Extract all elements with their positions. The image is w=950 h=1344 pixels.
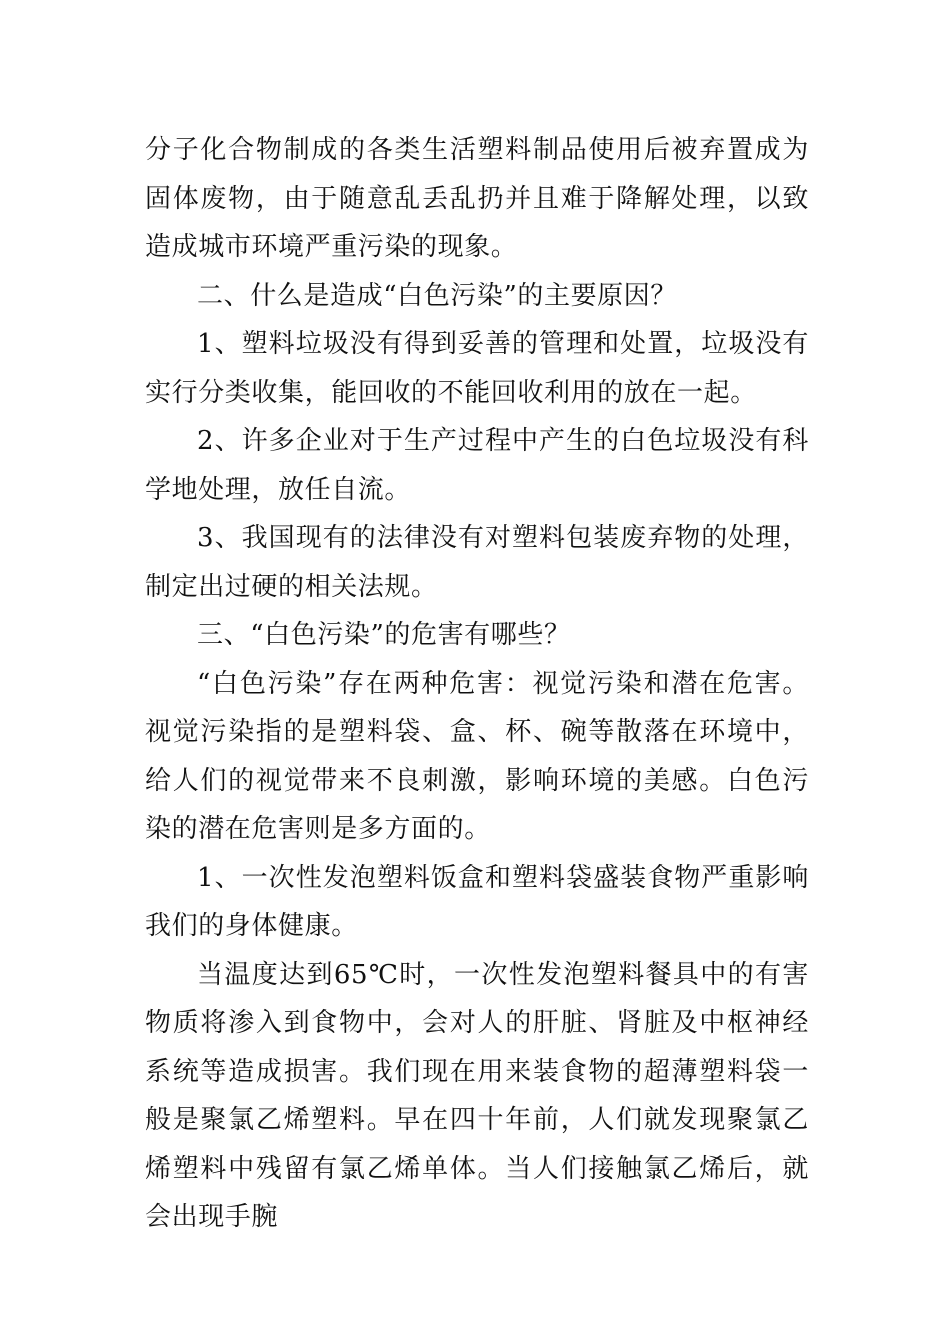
cause-item-1: 1、塑料垃圾没有得到妥善的管理和处置，垃圾没有实行分类收集，能回收的不能回收利用的放在一起。 <box>145 329 809 408</box>
section-heading-harms: 三、“白色污染”的危害有哪些？ <box>197 620 571 650</box>
paragraph-intro-continuation: 分子化合物制成的各类生活塑料制品使用后被弃置成为固体废物，由于随意乱丢乱扔并且难于降解处理，以致造成城市环境严重污染的现象。 <box>145 135 809 262</box>
cause-item-3: 3、我国现有的法律没有对塑料包装废弃物的处理，制定出过硬的相关法规。 <box>145 523 809 602</box>
cause-item-2: 2、许多企业对于生产过程中产生的白色垃圾没有科学地处理，放任自流。 <box>145 426 809 505</box>
paragraph-temperature-effects: 当温度达到65℃时，一次性发泡塑料餐具中的有害物质将渗入到食物中，会对人的肝脏、肾脏及中枢神经系统等造成损害。我们现在用来装食物的超薄塑料袋一般是聚氯乙烯塑料。早在四十年前，人们就发现聚氯乙烯塑料中残留有氯乙烯单体。当人们接触氯乙烯后，就会出现手腕 <box>145 959 809 1232</box>
paragraph-harms-overview: “白色污染”存在两种危害：视觉污染和潜在危害。视觉污染指的是塑料袋、盒、杯、碗等散落在环境中，给人们的视觉带来不良刺激，影响环境的美感。白色污染的潜在危害则是多方面的。 <box>145 668 809 844</box>
section-heading-causes: 二、什么是造成“白色污染”的主要原因？ <box>197 280 677 311</box>
document-body <box>145 126 809 1242</box>
harm-item-1: 1、一次性发泡塑料饭盒和塑料袋盛装食物严重影响我们的身体健康。 <box>145 862 809 941</box>
